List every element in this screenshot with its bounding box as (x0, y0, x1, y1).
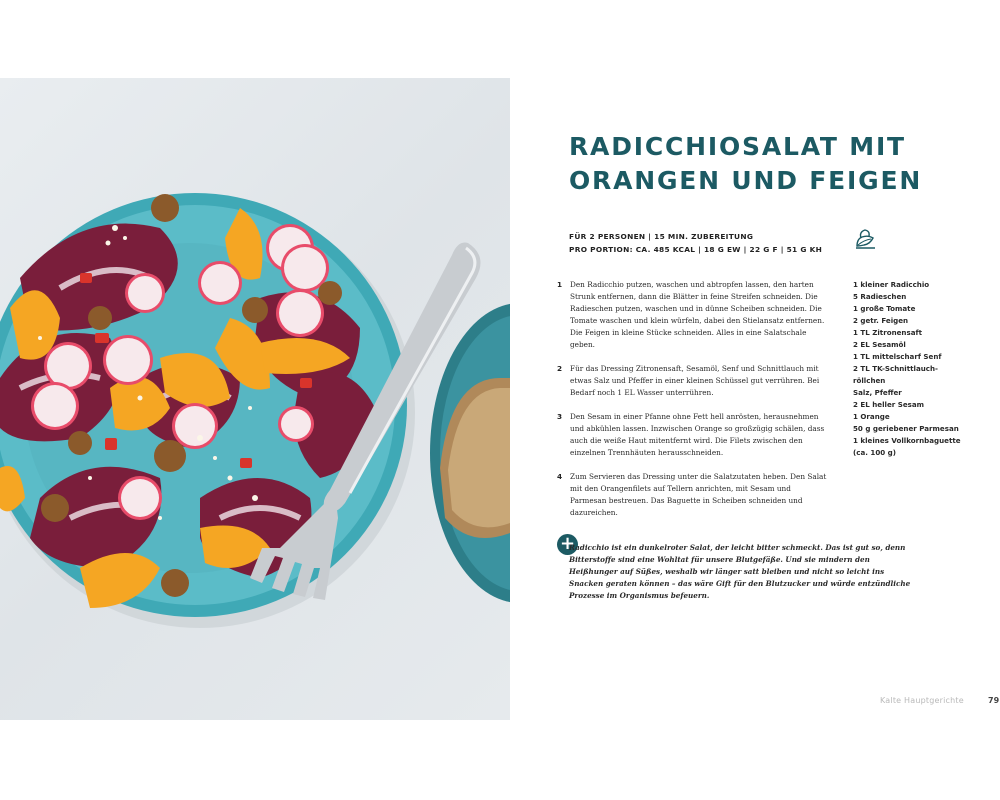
ingredient-item: 5 Radieschen (853, 292, 907, 301)
recipe-meta (569, 231, 849, 256)
instruction-step (557, 279, 829, 351)
ingredient-item: 1 kleiner Radicchio (853, 280, 930, 289)
step-text: Den Radicchio putzen, waschen und abtropfen lassen, den harten Strunk entfernen, dann die Blätter in feine Streifen schneiden. Die Radieschen putzen, waschen und in dünne Scheiben schneiden. Die Tomate waschen und klein würfeln, dabei den Stielansatz entfernen. Die Feigen in kleine Stücke schneiden. Alles in eine Salatschale geben. (570, 280, 825, 349)
step-text: Für das Dressing Zitronensaft, Sesamöl, Senf und Schnittlauch mit etwas Salz und Pfeffer in einer kleinen Schüssel gut verrühren. Bei Bedarf noch 1 EL Wasser unterrühren. (570, 364, 820, 397)
servings-time: FÜR 2 PERSONEN | 15 MIN. ZUBEREITUNG (569, 232, 754, 241)
step-text: Zum Servieren das Dressing unter die Salatzutaten heben. Den Salat mit den Orangenfilets auf Tellern anrichten, mit Sesam und Parmesan bestreuen. Das Baguette in Scheiben schneiden und dazureichen. (570, 472, 827, 517)
ingredient-item: röllchen (853, 376, 886, 385)
step-text: Den Sesam in einer Pfanne ohne Fett hell anrösten, herausnehmen und abkühlen lassen. Inzwischen Orange so großzügig schälen, dass auch die weiße Haut mitentfernt wird. Die Filets zwischen den einzelnen Trennhäuten herausschneiden. (570, 412, 825, 457)
ingredient-item: Salz, Pfeffer (853, 388, 902, 397)
page-number: 79 (988, 696, 1000, 705)
step-number: 4 (557, 472, 563, 481)
ingredient-item: 1 Orange (853, 412, 890, 421)
section-name: Kalte Hauptgerichte (880, 696, 964, 705)
ingredient-item: 1 kleines Vollkornbaguette (853, 436, 961, 445)
recipe-title-line2: ORANGEN UND FEIGEN (569, 166, 923, 195)
instruction-step (557, 471, 829, 519)
instruction-step (557, 363, 829, 399)
ingredient-item: 2 EL heller Sesam (853, 400, 925, 409)
ingredient-item: 1 TL mittelscharf Senf (853, 352, 942, 361)
step-number: 2 (557, 364, 563, 373)
ingredient-item: 50 g geriebener Parmesan (853, 424, 959, 433)
ingredients-list (853, 279, 971, 459)
ingredient-item: 1 große Tomate (853, 304, 916, 313)
plus-icon: + (557, 534, 578, 555)
salad-photo (0, 78, 510, 720)
ingredient-item: (ca. 100 g) (853, 448, 896, 457)
ingredient-item: 2 getr. Feigen (853, 316, 909, 325)
nutrition-info: PRO PORTION: CA. 485 KCAL | 18 G EW | 22 G F | 51 G KH (569, 244, 823, 254)
recipe-title-line1: RADICCHIOSALAT MIT (569, 132, 906, 161)
ingredient-item: 2 TL TK-Schnittlauch- (853, 364, 938, 373)
instruction-step (557, 411, 829, 459)
ingredient-item: 2 EL Sesamöl (853, 340, 906, 349)
instructions-list (557, 279, 829, 531)
ingredient-item: 1 TL Zitronensaft (853, 328, 922, 337)
vegetarian-leaf-icon (854, 228, 878, 250)
recipe-title (569, 130, 969, 198)
tip-text: Radicchio ist ein dunkelroter Salat, der leicht bitter schmeckt. Das ist gut so, denn Bitterstoffe sind eine Wohltat für unsere Blutgefäße. Und sie mindern den Heißhunger auf Süßes, weshalb wir länger satt bleiben und nicht so leicht ins Snacken geraten können – das wäre Gift für den Blutzucker und würde entzündliche Prozesse im Organismus befeuern. (569, 543, 911, 600)
salad-plate-illustration (0, 78, 510, 720)
step-number: 3 (557, 412, 563, 421)
step-number: 1 (557, 280, 563, 289)
